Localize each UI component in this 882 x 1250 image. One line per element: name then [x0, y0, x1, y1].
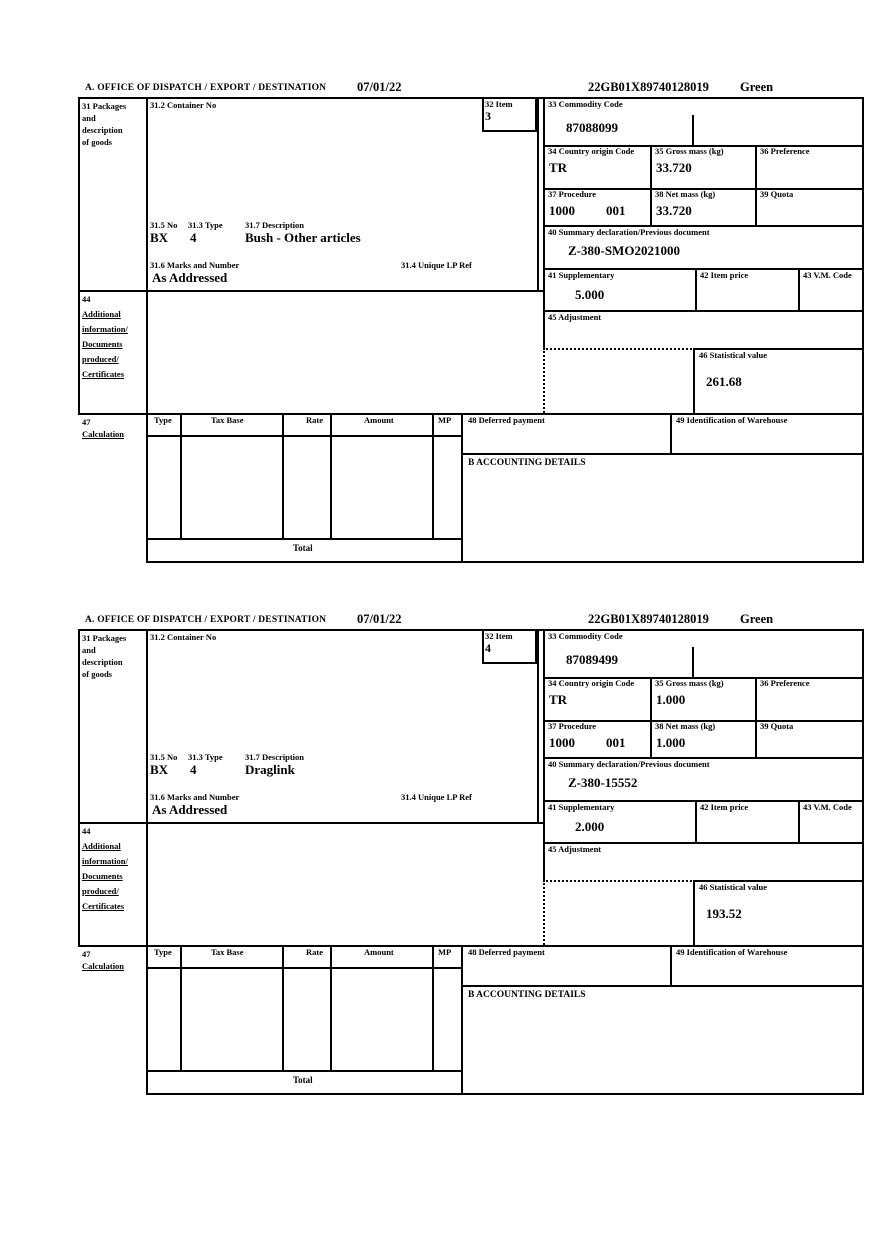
goods-description-value: Draglink: [245, 762, 295, 777]
form-grid-dotted-line: [543, 880, 695, 882]
box37-procedure-label: 37 Procedure: [548, 189, 597, 199]
form-grid-line: [78, 97, 80, 415]
box33-commodity-code-value: 87089499: [566, 652, 618, 667]
form-grid-line: [650, 145, 652, 227]
box44-label-line: produced/: [82, 354, 119, 364]
box37-procedure-qualifier: 001: [606, 735, 626, 750]
declaration-reference: 22GB01X89740128019: [588, 612, 709, 626]
box44-additional-info-label: [82, 824, 128, 914]
box42-item-price-label: 42 Item price: [700, 802, 749, 812]
declaration-item-section: [78, 612, 866, 1097]
marks-and-number-value: As Addressed: [152, 270, 228, 285]
form-grid-line: [537, 97, 539, 292]
box37-procedure-qualifier: 001: [606, 203, 626, 218]
box40-summary-declaration-label: 40 Summary declaration/Previous document: [548, 227, 710, 237]
box47-label-line: Calculation: [82, 429, 125, 439]
box31-7-description-label: 31.7 Description: [245, 752, 305, 762]
calc-col-amount-header: Amount: [364, 415, 394, 425]
marks-and-number-value: As Addressed: [152, 802, 228, 817]
box44-label-line: information/: [82, 324, 128, 334]
box34-country-origin-label: 34 Country origin Code: [548, 678, 635, 688]
package-type-value: 4: [190, 762, 197, 777]
form-grid-line: [535, 629, 537, 664]
box44-additional-info-label: [82, 292, 128, 382]
box35-gross-mass-value: 1.000: [656, 692, 686, 707]
declaration-item-section: [78, 80, 866, 565]
form-grid-line: [432, 413, 434, 540]
box44-label-line: Documents: [82, 871, 123, 881]
box48-deferred-payment-label: 48 Deferred payment: [468, 947, 545, 957]
box47-calculation-label: [82, 948, 124, 972]
goods-description-value: Bush - Other articles: [245, 230, 361, 245]
package-kind-value: BX: [150, 230, 169, 245]
box44-label-line: Certificates: [82, 369, 125, 379]
box42-item-price-label: 42 Item price: [700, 270, 749, 280]
box33-commodity-code-label: 33 Commodity Code: [548, 631, 623, 641]
form-grid: [78, 97, 866, 564]
box48-deferred-payment-label: 48 Deferred payment: [468, 415, 545, 425]
box44-label-line: Additional: [82, 309, 121, 319]
box35-gross-mass-label: 35 Gross mass (kg): [655, 678, 724, 688]
box40-previous-document-value: Z-380-SMO2021000: [568, 243, 680, 258]
box31-3-type-label: 31.3 Type: [188, 752, 223, 762]
box46-statistical-value: 261.68: [706, 374, 742, 389]
box40-summary-declaration-label: 40 Summary declaration/Previous document: [548, 759, 710, 769]
section-header: [78, 80, 866, 97]
form-grid-line: [670, 945, 672, 987]
form-grid-line: [78, 822, 545, 824]
box31-5-no-label: 31.5 No: [150, 752, 178, 762]
box41-supplementary-label: 41 Supplementary: [548, 802, 615, 812]
box43-vm-code-label: 43 V.M. Code: [803, 270, 852, 280]
form-grid-line: [282, 413, 284, 540]
box44-label-line: Additional: [82, 841, 121, 851]
form-grid-line: [692, 115, 694, 145]
box34-country-origin-value: TR: [549, 160, 568, 175]
box47-calculation-label: [82, 416, 124, 440]
form-grid-line: [862, 629, 864, 1095]
box47-label-line: Calculation: [82, 961, 125, 971]
box38-net-mass-label: 38 Net mass (kg): [655, 189, 716, 199]
box31-6-marks-label: 31.6 Marks and Number: [150, 792, 240, 802]
box31-label-line: description: [82, 125, 123, 135]
box31-3-type-label: 31.3 Type: [188, 220, 223, 230]
box34-country-origin-value: TR: [549, 692, 568, 707]
box31-label-line: description: [82, 657, 123, 667]
calc-col-mp-header: MP: [438, 947, 452, 957]
form-grid-line: [482, 629, 484, 664]
form-grid-line: [543, 629, 545, 882]
box38-net-mass-label: 38 Net mass (kg): [655, 721, 716, 731]
box44-label-line: 44: [82, 826, 91, 836]
form-grid-line: [146, 629, 148, 1095]
form-grid-line: [78, 629, 864, 631]
box49-warehouse-label: 49 Identification of Warehouse: [676, 947, 788, 957]
box39-quota-label: 39 Quota: [760, 721, 794, 731]
box33-commodity-code-label: 33 Commodity Code: [548, 99, 623, 109]
form-grid-line: [692, 647, 694, 677]
dispatch-date: 07/01/22: [357, 612, 402, 626]
form-grid-line: [543, 97, 545, 350]
box35-gross-mass-value: 33.720: [656, 160, 692, 175]
form-grid-line: [798, 800, 800, 844]
form-grid-line: [693, 880, 695, 947]
form-grid-line: [461, 453, 864, 455]
box49-warehouse-label: 49 Identification of Warehouse: [676, 415, 788, 425]
form-grid-line: [146, 967, 463, 969]
form-grid-line: [535, 97, 537, 132]
box39-quota-label: 39 Quota: [760, 189, 794, 199]
box46-statistical-value-label: 46 Statistical value: [699, 350, 767, 360]
calc-col-mp-header: MP: [438, 415, 452, 425]
box37-procedure-label: 37 Procedure: [548, 721, 597, 731]
box47-label-line: 47: [82, 949, 91, 959]
box46-statistical-value-label: 46 Statistical value: [699, 882, 767, 892]
form-grid-line: [146, 538, 463, 540]
box32-item-label: 32 Item: [485, 99, 513, 109]
box32-item-value: 3: [485, 109, 491, 123]
form-grid-line: [146, 1093, 864, 1095]
dispatch-date: 07/01/22: [357, 80, 402, 94]
form-grid-line: [650, 677, 652, 759]
form-grid-line: [330, 413, 332, 540]
office-of-dispatch-label: A. OFFICE OF DISPATCH / EXPORT / DESTINATION: [85, 83, 327, 93]
box33-commodity-code-value: 87088099: [566, 120, 618, 135]
calc-col-tax-base-header: Tax Base: [211, 947, 244, 957]
calc-col-rate-header: Rate: [306, 415, 323, 425]
box31-5-no-label: 31.5 No: [150, 220, 178, 230]
box37-procedure-value: 1000: [549, 203, 575, 218]
form-grid-line: [755, 145, 757, 227]
form-grid-line: [78, 629, 80, 947]
box31-7-description-label: 31.7 Description: [245, 220, 305, 230]
form-grid-dotted-line: [543, 348, 695, 350]
calc-col-tax-base-header: Tax Base: [211, 415, 244, 425]
form-grid-line: [695, 268, 697, 312]
box32-item-value: 4: [485, 641, 491, 655]
box44-label-line: 44: [82, 294, 91, 304]
box31-label-line: of goods: [82, 137, 112, 147]
box44-label-line: Certificates: [82, 901, 125, 911]
box41-supplementary-value: 2.000: [575, 819, 605, 834]
box31-packages-label: [82, 632, 126, 680]
box31-packages-label: [82, 100, 126, 148]
form-grid-line: [282, 945, 284, 1072]
box38-net-mass-value: 1.000: [656, 735, 686, 750]
calc-col-rate-header: Rate: [306, 947, 323, 957]
declaration-reference: 22GB01X89740128019: [588, 80, 709, 94]
box31-label-line: and: [82, 645, 96, 655]
form-grid-line: [482, 130, 537, 132]
form-grid-dotted-line: [543, 880, 545, 945]
form-grid-line: [461, 985, 864, 987]
form-grid-line: [432, 945, 434, 1072]
calc-col-type-header: Type: [154, 947, 172, 957]
box31-label-line: of goods: [82, 669, 112, 679]
calc-total-label: Total: [293, 543, 313, 553]
box31-4-unique-lp-ref-label: 31.4 Unique LP Ref: [401, 792, 472, 802]
box43-vm-code-label: 43 V.M. Code: [803, 802, 852, 812]
form-grid-line: [180, 413, 182, 540]
routing-status: Green: [740, 80, 774, 94]
form-grid-line: [798, 268, 800, 312]
box31-label-line: 31 Packages: [82, 101, 127, 111]
form-grid-line: [146, 97, 148, 563]
box46-statistical-value: 193.52: [706, 906, 742, 921]
package-type-value: 4: [190, 230, 197, 245]
box31-label-line: 31 Packages: [82, 633, 127, 643]
box36-preference-label: 36 Preference: [760, 678, 810, 688]
form-grid-line: [461, 945, 463, 1095]
form-grid-line: [482, 97, 484, 132]
box34-country-origin-label: 34 Country origin Code: [548, 146, 635, 156]
form-grid: [78, 629, 866, 1096]
form-grid-line: [482, 662, 537, 664]
box37-procedure-value: 1000: [549, 735, 575, 750]
office-of-dispatch-label: A. OFFICE OF DISPATCH / EXPORT / DESTINATION: [85, 615, 327, 625]
box44-label-line: Documents: [82, 339, 123, 349]
box36-preference-label: 36 Preference: [760, 146, 810, 156]
form-grid-line: [461, 413, 463, 563]
form-grid-line: [180, 945, 182, 1072]
box31-4-unique-lp-ref-label: 31.4 Unique LP Ref: [401, 260, 472, 270]
package-kind-value: BX: [150, 762, 169, 777]
box31-label-line: and: [82, 113, 96, 123]
box41-supplementary-label: 41 Supplementary: [548, 270, 615, 280]
form-grid-line: [146, 435, 463, 437]
accounting-details-label: B ACCOUNTING DETAILS: [468, 458, 586, 468]
form-grid-line: [78, 97, 864, 99]
box35-gross-mass-label: 35 Gross mass (kg): [655, 146, 724, 156]
section-header: [78, 612, 866, 629]
box31-6-marks-label: 31.6 Marks and Number: [150, 260, 240, 270]
form-grid-line: [146, 561, 864, 563]
form-grid-line: [693, 348, 695, 415]
box41-supplementary-value: 5.000: [575, 287, 605, 302]
calc-col-type-header: Type: [154, 415, 172, 425]
box38-net-mass-value: 33.720: [656, 203, 692, 218]
form-grid-line: [755, 677, 757, 759]
box44-label-line: information/: [82, 856, 128, 866]
routing-status: Green: [740, 612, 774, 626]
form-grid-dotted-line: [543, 348, 545, 413]
form-grid-line: [537, 629, 539, 824]
box31-2-container-no-label: 31.2 Container No: [150, 100, 217, 110]
box32-item-label: 32 Item: [485, 631, 513, 641]
form-grid-line: [670, 413, 672, 455]
form-grid-line: [862, 97, 864, 563]
calc-total-label: Total: [293, 1075, 313, 1085]
form-grid-line: [78, 290, 545, 292]
box45-adjustment-label: 45 Adjustment: [548, 844, 602, 854]
form-grid-line: [330, 945, 332, 1072]
box47-label-line: 47: [82, 417, 91, 427]
box44-label-line: produced/: [82, 886, 119, 896]
calc-col-amount-header: Amount: [364, 947, 394, 957]
form-grid-line: [146, 1070, 463, 1072]
accounting-details-label: B ACCOUNTING DETAILS: [468, 990, 586, 1000]
box40-previous-document-value: Z-380-15552: [568, 775, 638, 790]
form-grid-line: [695, 800, 697, 844]
box31-2-container-no-label: 31.2 Container No: [150, 632, 217, 642]
box45-adjustment-label: 45 Adjustment: [548, 312, 602, 322]
